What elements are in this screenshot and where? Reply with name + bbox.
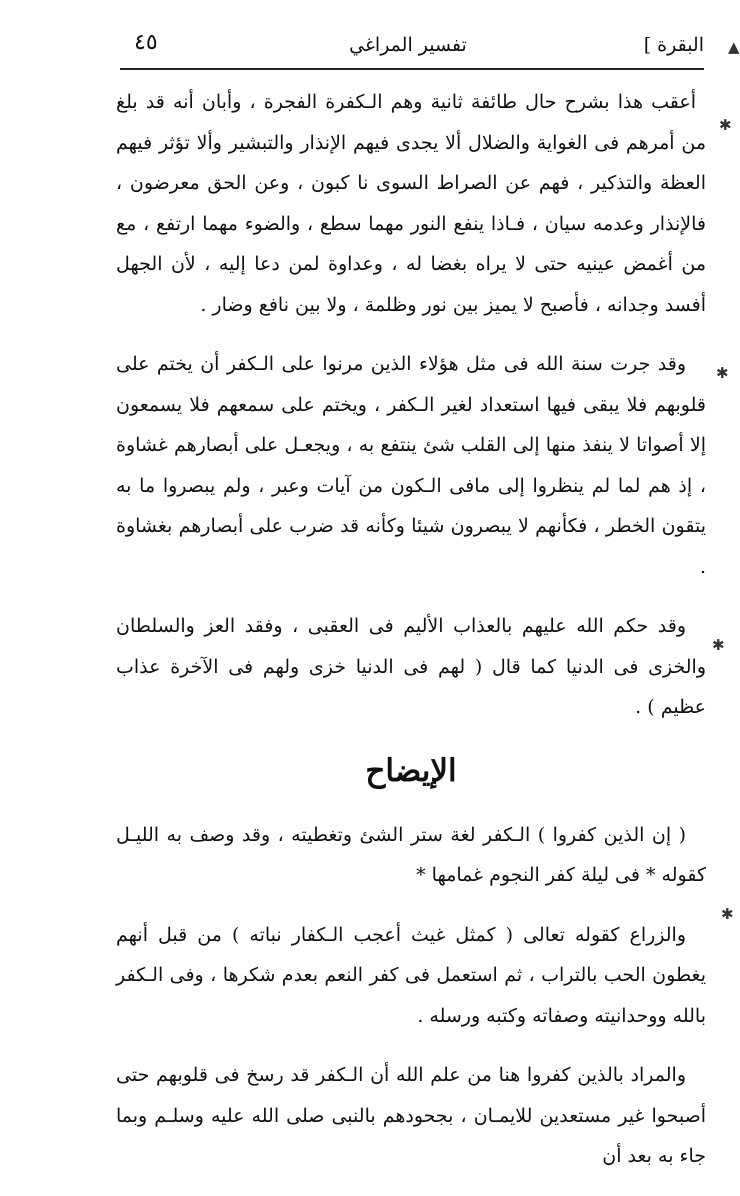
page-header (112, 28, 704, 68)
explanation-paragraph-3: والمراد بالذين كفروا هنا من علم الله أن الـكفر قد رسخ فى قلوبهم حتى أصبحوا غير مستعدين للايمـان ، بجحودهم بالنبى صلى الله عليه وسلـم وبما جاء به بعد أن (116, 1064, 706, 1167)
section-heading: الإيضاح (365, 752, 457, 789)
page-body (116, 82, 706, 1196)
header-rule (120, 68, 704, 70)
scan-mark: ✱ (719, 116, 732, 134)
scan-mark: ▲ (728, 38, 740, 56)
explanation-paragraph-1: ( إن الذين كفروا ) الـكفر لغة ستر الشئ وتغطيته ، وقد وصف به الليـل كقوله * فى ليلة كفر النجوم غمامها * (116, 823, 706, 886)
scan-mark: ✱ (721, 905, 734, 923)
paragraph-2: وقد جرت سنة الله فى مثل هؤلاء الذين مرنوا على الـكفر أن يختم على قلوبهم فلا يبقى فيها استعداد لغير الـكفر ، ويختم على سمعهم فلا يسمعون إلا أصواتا لا ينفذ منها إلى القلب شئ ينتفع به ، ويجعـل على أبصارهم غشاوة ، إذ هم لما لم ينظروا إلى مافى الـكون من آيات وعبر ، ولم يبصروا ما به يتقون الخطر ، فكأنهم لا يبصرون شيئا وكأنه قد ضرب على أبصارهم بغشاوة . (116, 353, 706, 578)
book-title: تفسير المراغي (349, 34, 467, 56)
paragraph-1: أعقب هذا بشرح حال طائفة ثانية وهم الـكفرة الفجرة ، وأبان أنه قد بلغ من أمرهم فى الغواية والضلال ألا يجدى فيهم الإنذار والتبشير وألا تؤثر فيهم العظة والتذكير ، فهم عن الصراط السوى نا كبون ، وعن الحق معرضون ، فالإنذار وعدمه سيان ، فـاذا ينفع النور مهما سطع ، والضوء مهما ارتفع ، مع من أغمض عينيه حتى لا يراه بغضا له ، وعداوة لمن دعا إليه ، لأن الجهل أفسد وجدانه ، فأصبح لا يميز بين نور وظلمة ، ولا بين نافع وضار . (116, 91, 706, 316)
surah-name: البقرة ] (643, 34, 704, 56)
explanation-paragraph-2: والزراع كقوله تعالى ( كمثل غيث أعجب الـكفار نباته ) من قبل أنهم يغطون الحب بالتراب ، ثم استعمل فى كفر النعم بعدم شكرها ، وفى الـكفر بالله ووحدانيته وصفاته وكتبه ورسله . (116, 923, 706, 1027)
scan-mark: ✱ (712, 636, 725, 654)
scan-mark: ✱ (716, 364, 729, 382)
paragraph-3: وقد حكم الله عليهم بالعذاب الأليم فى العقبى ، وفقد العز والسلطان والخزى فى الدنيا كما قال ( لهم فى الدنيا خزى ولهم فى الآخرة عذاب عظيم ) . (116, 615, 706, 718)
page-number: ٤٥ (134, 30, 158, 55)
